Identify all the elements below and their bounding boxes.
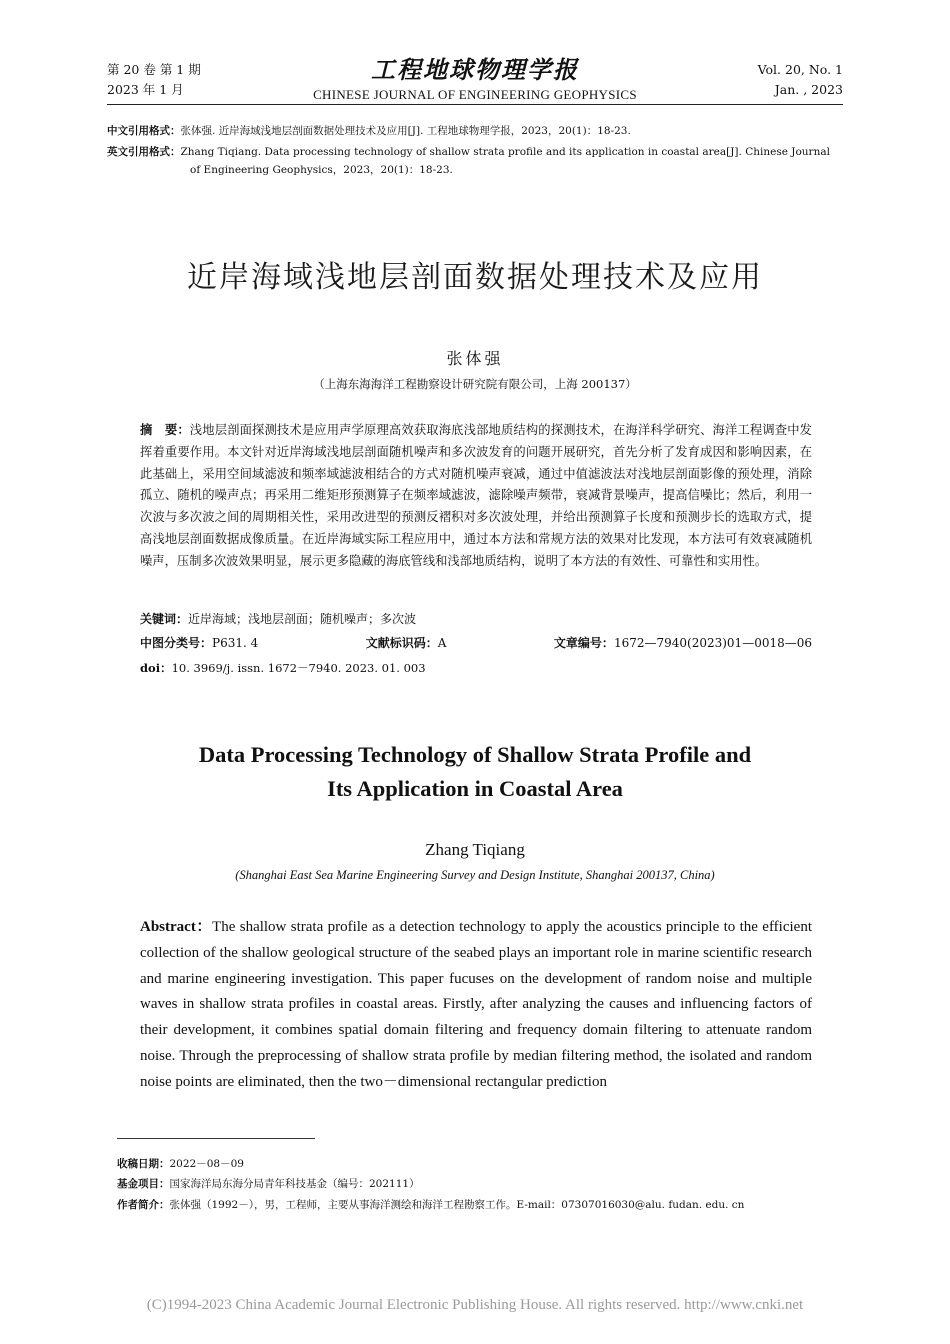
doi-value: 10. 3969/j. issn. 1672－7940. 2023. 01. 003 [171, 661, 426, 675]
fund-value: 国家海洋局东海分局青年科技基金（编号：202111） [169, 1178, 420, 1190]
footnote-divider [117, 1138, 315, 1139]
abstract-cn [140, 420, 812, 573]
abstract-en-label: Abstract： [140, 919, 213, 935]
abstract-cn-label: 摘 要： [140, 423, 190, 437]
affiliation-en: (Shanghai East Sea Marine Engineering Survey and Design Institute, Shanghai 200137, China) [235, 868, 715, 882]
header-volume-info-en [758, 60, 843, 100]
doi [140, 660, 426, 676]
paper-title-en-line2: Its Application in Coastal Area [327, 776, 623, 801]
footnote-author [117, 1196, 847, 1214]
clc-number [140, 634, 258, 651]
affiliation-cn: （上海东海海洋工程勘察设计研究院有限公司，上海 200137） [313, 377, 637, 391]
document-code [366, 634, 447, 651]
header-volume-cn: 第 20 卷 第 1 期 [107, 62, 201, 77]
author-name-en: Zhang Tiqiang [425, 840, 525, 859]
abstract-en [140, 915, 812, 1096]
keywords-text: 近岸海域；浅地层剖面；随机噪声；多次波 [188, 612, 417, 626]
received-label: 收稿日期： [117, 1158, 170, 1170]
article-number [554, 634, 812, 651]
author-bio-value: 张体强（1992－），男，工程师，主要从事海洋测绘和海洋工程勘察工作。E-mail：07307016030@alu. fudan. edu. cn [169, 1199, 745, 1211]
citation-cn [107, 122, 847, 140]
paper-title-cn: 近岸海域浅地层剖面数据处理技术及应用 [187, 260, 763, 295]
paper-title-en [0, 738, 950, 806]
article-number-value: 1672—7940(2023)01—0018—06 [613, 636, 812, 650]
header-divider [107, 104, 843, 105]
header-date-cn: 2023 年 1 月 [107, 82, 184, 97]
journal-logo-cn: 工程地球物理学报 [371, 55, 579, 84]
clc-label: 中图分类号： [140, 636, 213, 650]
author-bio-label: 作者简介： [117, 1199, 170, 1211]
abstract-en-text: The shallow strata profile as a detection technology to apply the acoustics principle to the efficient collection of the shallow geological structure of the seabed plays an important role in marine scientific research and marine engineering investigation. This paper fucuses on the development of random noise and multiple waves in shallow strata profiles in coastal areas. Firstly, after analyzing the causes and influencing factors of their development, it combines spatial domain filtering and frequency domain filtering to attenuate random noise. Through the preprocessing of shallow strata profile by median filtering method, the isolated and random noise points are eliminated, then the two－dimensional rectangular prediction [140, 919, 812, 1090]
citation-en-text-1: Zhang Tiqiang. Data processing technology of shallow strata profile and its application in coastal area[J]. Chinese Journal [180, 146, 830, 158]
received-value: 2022－08－09 [169, 1158, 244, 1170]
footnote-fund [117, 1175, 847, 1193]
journal-name-en: CHINESE JOURNAL OF ENGINEERING GEOPHYSICS [313, 87, 637, 102]
citation-en [107, 143, 847, 179]
doc-code-value: A [437, 636, 447, 650]
header-volume-en: Vol. 20, No. 1 [757, 62, 843, 77]
classification-row [140, 634, 812, 651]
keywords-label: 关键词： [140, 612, 189, 626]
header-date-en: Jan. , 2023 [774, 82, 843, 97]
citation-cn-text: 张体强. 近岸海域浅地层剖面数据处理技术及应用[J]. 工程地球物理学报，2023，20(1)：18-23. [180, 125, 631, 137]
article-number-label: 文章编号： [553, 636, 614, 650]
footnote-received [117, 1155, 847, 1173]
clc-value: P631. 4 [212, 636, 259, 650]
citation-en-text-2: of Engineering Geophysics，2023，20(1)：18-23. [190, 164, 453, 176]
citation-cn-label: 中文引用格式： [107, 125, 181, 137]
author-name-cn: 张体强 [446, 349, 504, 368]
doc-code-label: 文献标识码： [365, 636, 438, 650]
copyright-notice: (C)1994-2023 China Academic Journal Electronic Publishing House. All rights reserved. http://www.cnki.net [146, 1297, 804, 1313]
abstract-cn-text: 浅地层剖面探测技术是应用声学原理高效获取海底浅部地质结构的探测技术，在海洋科学研究、海洋工程调查中发挥着重要作用。本文针对近岸海域浅地层剖面随机噪声和多次波发育的问题开展研究，首先分析了发育成因和影响因素，在此基础上，采用空间域滤波和频率域滤波相结合的方式对随机噪声衰减，通过中值滤波法对浅地层剖面影像的预处理，消除孤立、随机的噪声点；再采用二维矩形预测算子在频率域滤波，滤除噪声频带，衰减背景噪声，提高信噪比；然后，利用一次波与多次波之间的周期相关性，采用改进型的预测反褶积对多次波处理，并给出预测算子长度和预测步长的选取方式，提高浅地层剖面数据成像质量。在近岸海域实际工程应用中，通过本方法和常规方法的效果对比发现，本方法可有效衰减随机噪声，压制多次波效果明显，展示更多隐藏的海底管线和浅部地质结构，说明了本方法的有效性、可靠性和实用性。 [140, 423, 812, 568]
paper-title-en-line1: Data Processing Technology of Shallow Strata Profile and [198, 742, 752, 767]
fund-label: 基金项目： [117, 1178, 170, 1190]
keywords-cn [140, 608, 812, 630]
doi-label: doi： [140, 661, 172, 675]
citation-en-label: 英文引用格式： [107, 146, 181, 158]
